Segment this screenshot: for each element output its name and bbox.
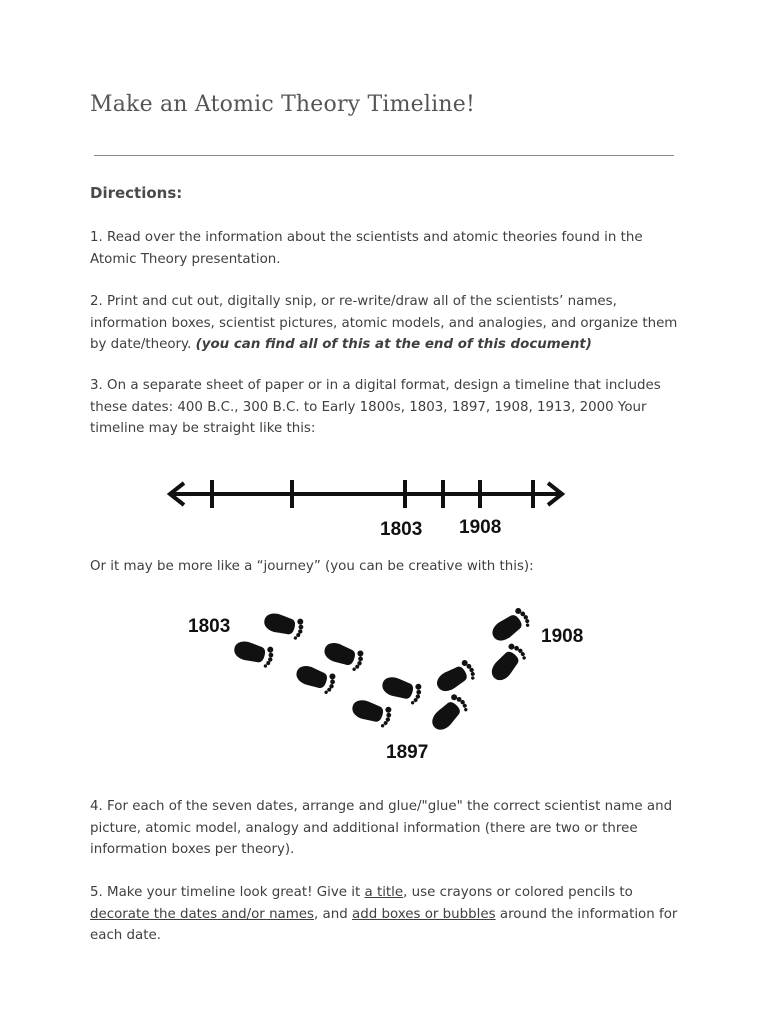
step-5-prefix: 5. Make your timeline look great! Give it <box>90 885 365 900</box>
step-1-text: 1. Read over the information about the scientists and atomic theories found in the Atomic Theory presentation. <box>90 230 643 267</box>
journey-footprints-illustration <box>180 604 600 774</box>
footprint-icon <box>427 692 470 735</box>
step-2 <box>90 291 690 356</box>
step-2-note: (you can find all of this at the end of this document) <box>195 337 592 352</box>
step-5 <box>90 882 690 947</box>
timeline-label-1908: 1908 <box>459 517 502 538</box>
journey-intro-text: Or it may be more like a “journey” (you can be creative with this): <box>90 559 534 574</box>
footprint-icon <box>433 658 478 697</box>
footprint-icon <box>349 696 393 729</box>
timeline-label-1803: 1803 <box>380 519 423 540</box>
footprint-icon <box>321 639 366 673</box>
footprint-icon <box>262 610 306 641</box>
step-3-text: 3. On a separate sheet of paper or in a digital format, design a timeline that includes these dates: 400 B.C., 300 B.C. to Early 1800s, 1803, 1897, 1908, 1913, 2000 Your timeline may be straight like this: <box>90 378 661 436</box>
title-divider <box>94 155 674 156</box>
journey-label-1897: 1897 <box>386 742 429 763</box>
footprint-icon <box>232 638 276 669</box>
step-5-decorate-phrase: decorate the dates and/or names <box>90 906 315 922</box>
footprint-icon <box>379 673 423 706</box>
journey-label-1803: 1803 <box>188 616 231 637</box>
step-5-mid-1: , use crayons or colored pencils to <box>403 885 633 900</box>
page-title: Make an Atomic Theory Timeline! <box>90 92 476 117</box>
step-2-text: 2. Print and cut out, digitally snip, or re-write/draw all of the scientists’ names, information boxes, scientist pictures, atomic models, and analogies, and organize them by date/theory. <box>90 294 678 352</box>
journey-label-1908: 1908 <box>541 626 584 647</box>
straight-timeline-illustration <box>160 474 580 544</box>
step-5-suffix: around the information for each date. <box>90 906 678 943</box>
directions-heading: Directions: <box>90 184 183 202</box>
footprint-icon <box>293 662 338 696</box>
footprint-icon <box>487 641 529 685</box>
footprint-icon <box>488 606 533 647</box>
step-5-mid-2: , and <box>314 906 352 922</box>
step-5-boxes-phrase: add boxes or bubbles <box>352 906 496 922</box>
step-4-text: 4. For each of the seven dates, arrange and glue/"glue" the correct scientist name and picture, atomic model, analogy and additional information (there are two or three information boxes per theory). <box>90 799 673 857</box>
step-5-title-phrase: a title <box>364 885 404 900</box>
